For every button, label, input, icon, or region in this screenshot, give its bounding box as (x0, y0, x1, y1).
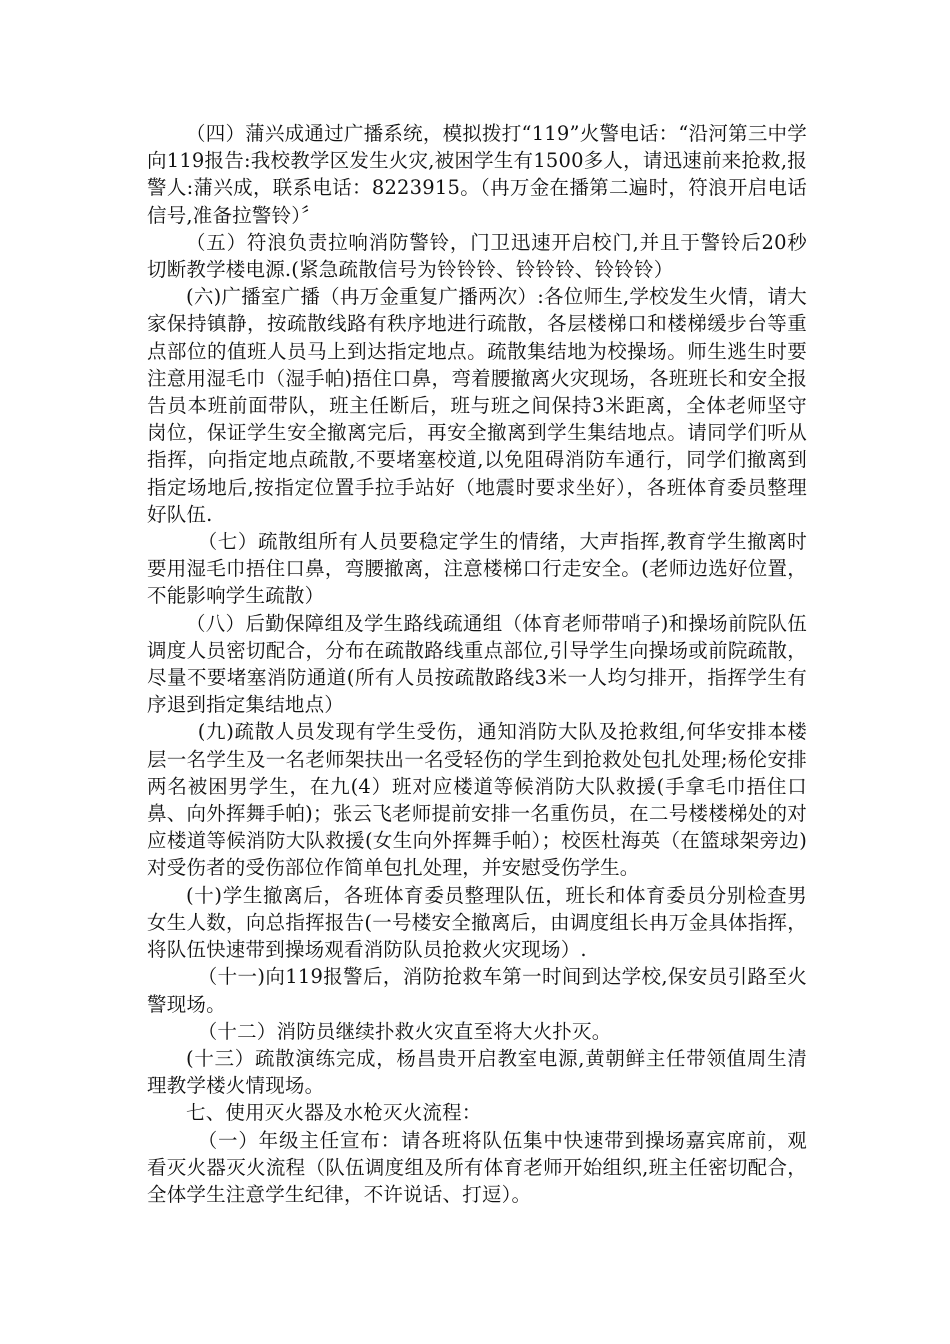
paragraph-step-5: （五）符浪负责拉响消防警铃，门卫迅速开启校门,并且于警铃后20秒切断教学楼电源.(紧急疏散信号为铃铃铃、铃铃铃、铃铃铃） (147, 230, 807, 282)
paragraph-step-10: (十)学生撤离后，各班体育委员整理队伍，班长和体育委员分别检查男女生人数，向总指挥报告(一号楼安全撤离后，由调度组长冉万金具体指挥，将队伍快速带到操场观看消防队员抢救火灾现场）. (147, 883, 807, 962)
paragraph-extinguisher-step-1: （一）年级主任宣布：请各班将队伍集中快速带到操场嘉宾席前，观看灭火器灭火流程（队伍调度组及所有体育老师开始组织,班主任密切配合，全体学生注意学生纪律，不许说话、打逗）。 (147, 1128, 807, 1206)
section-heading-fire-extinguisher: 七、使用灭火器及水枪灭火流程： (186, 1101, 482, 1125)
paragraph-step-13: (十三）疏散演练完成，杨昌贵开启教室电源,黄朝鲜主任带领值周生清理教学楼火情现场。 (147, 1046, 807, 1098)
paragraph-step-7: （七）疏散组所有人员要稳定学生的情绪，大声指挥,教育学生撤离时要用湿毛巾捂住口鼻，弯腰撤离，注意楼梯口行走安全。(老师边选好位置，不能影响学生疏散） (147, 530, 807, 608)
paragraph-step-4: （四）蒲兴成通过广播系统，模拟拨打“119”火警电话：“沿河第三中学向119报告:我校教学区发生火灾,被困学生有1500多人，请迅速前来抢救,报警人:蒲兴成，联系电话：8223915。（冉万金在播第二遍时，符浪开启电话信号,准备拉警铃）〞 (147, 122, 807, 227)
paragraph-step-11: （十一)向119报警后，消防抢救车第一时间到达学校,保安员引路至火警现场。 (147, 965, 807, 1016)
paragraph-step-8: （八）后勤保障组及学生路线疏通组（体育老师带哨子)和操场前院队伍调度人员密切配合，分布在疏散路线重点部位,引导学生向操场或前院疏散，尽量不要堵塞消防通道(所有人员按疏散路线3米一人均匀排开，指挥学生有序退到指定集结地点） (147, 611, 807, 717)
paragraph-step-6: (六)广播室广播（冉万金重复广播两次）:各位师生,学校发生火情，请大家保持镇静，按疏散线路有秩序地进行疏散，各层楼梯口和楼梯缓步台等重点部位的值班人员马上到达指定地点。疏散集结地为校操场。师生逃生时要注意用湿毛巾（湿手帕)捂住口鼻，弯着腰撤离火灾现场，各班班长和安全报告员本班前面带队，班主任断后，班与班之间保持3米距离，全体老师坚守岗位，保证学生安全撤离完后，再安全撤离到学生集结地点。请同学们听从指挥，向指定地点疏散,不要堵塞校道,以免阻碍消防车通行，同学们撤离到指定场地后,按指定位置手拉手站好（地震时要求坐好），各班体育委员整理好队伍. (147, 285, 807, 526)
paragraph-step-9: (九)疏散人员发现有学生受伤，通知消防大队及抢救组,何华安排本楼层一名学生及一名老师架扶出一名受轻伤的学生到抢救处包扎处理;杨伦安排两名被困男学生，在九(4）班对应楼道等候消防大队救援(手拿毛巾捂住口鼻、向外挥舞手帕)；张云飞老师提前安排一名重伤员，在二号楼楼梯处的对应楼道等候消防大队救援(女生向外挥舞手帕）；校医杜海英（在篮球架旁边)对受伤者的受伤部位作简单包扎处理，并安慰受伤学生。 (147, 720, 807, 880)
document-body (147, 120, 807, 1208)
paragraph-step-12: （十二）消防员继续扑救火灾直至将大火扑灭。 (197, 1019, 612, 1043)
